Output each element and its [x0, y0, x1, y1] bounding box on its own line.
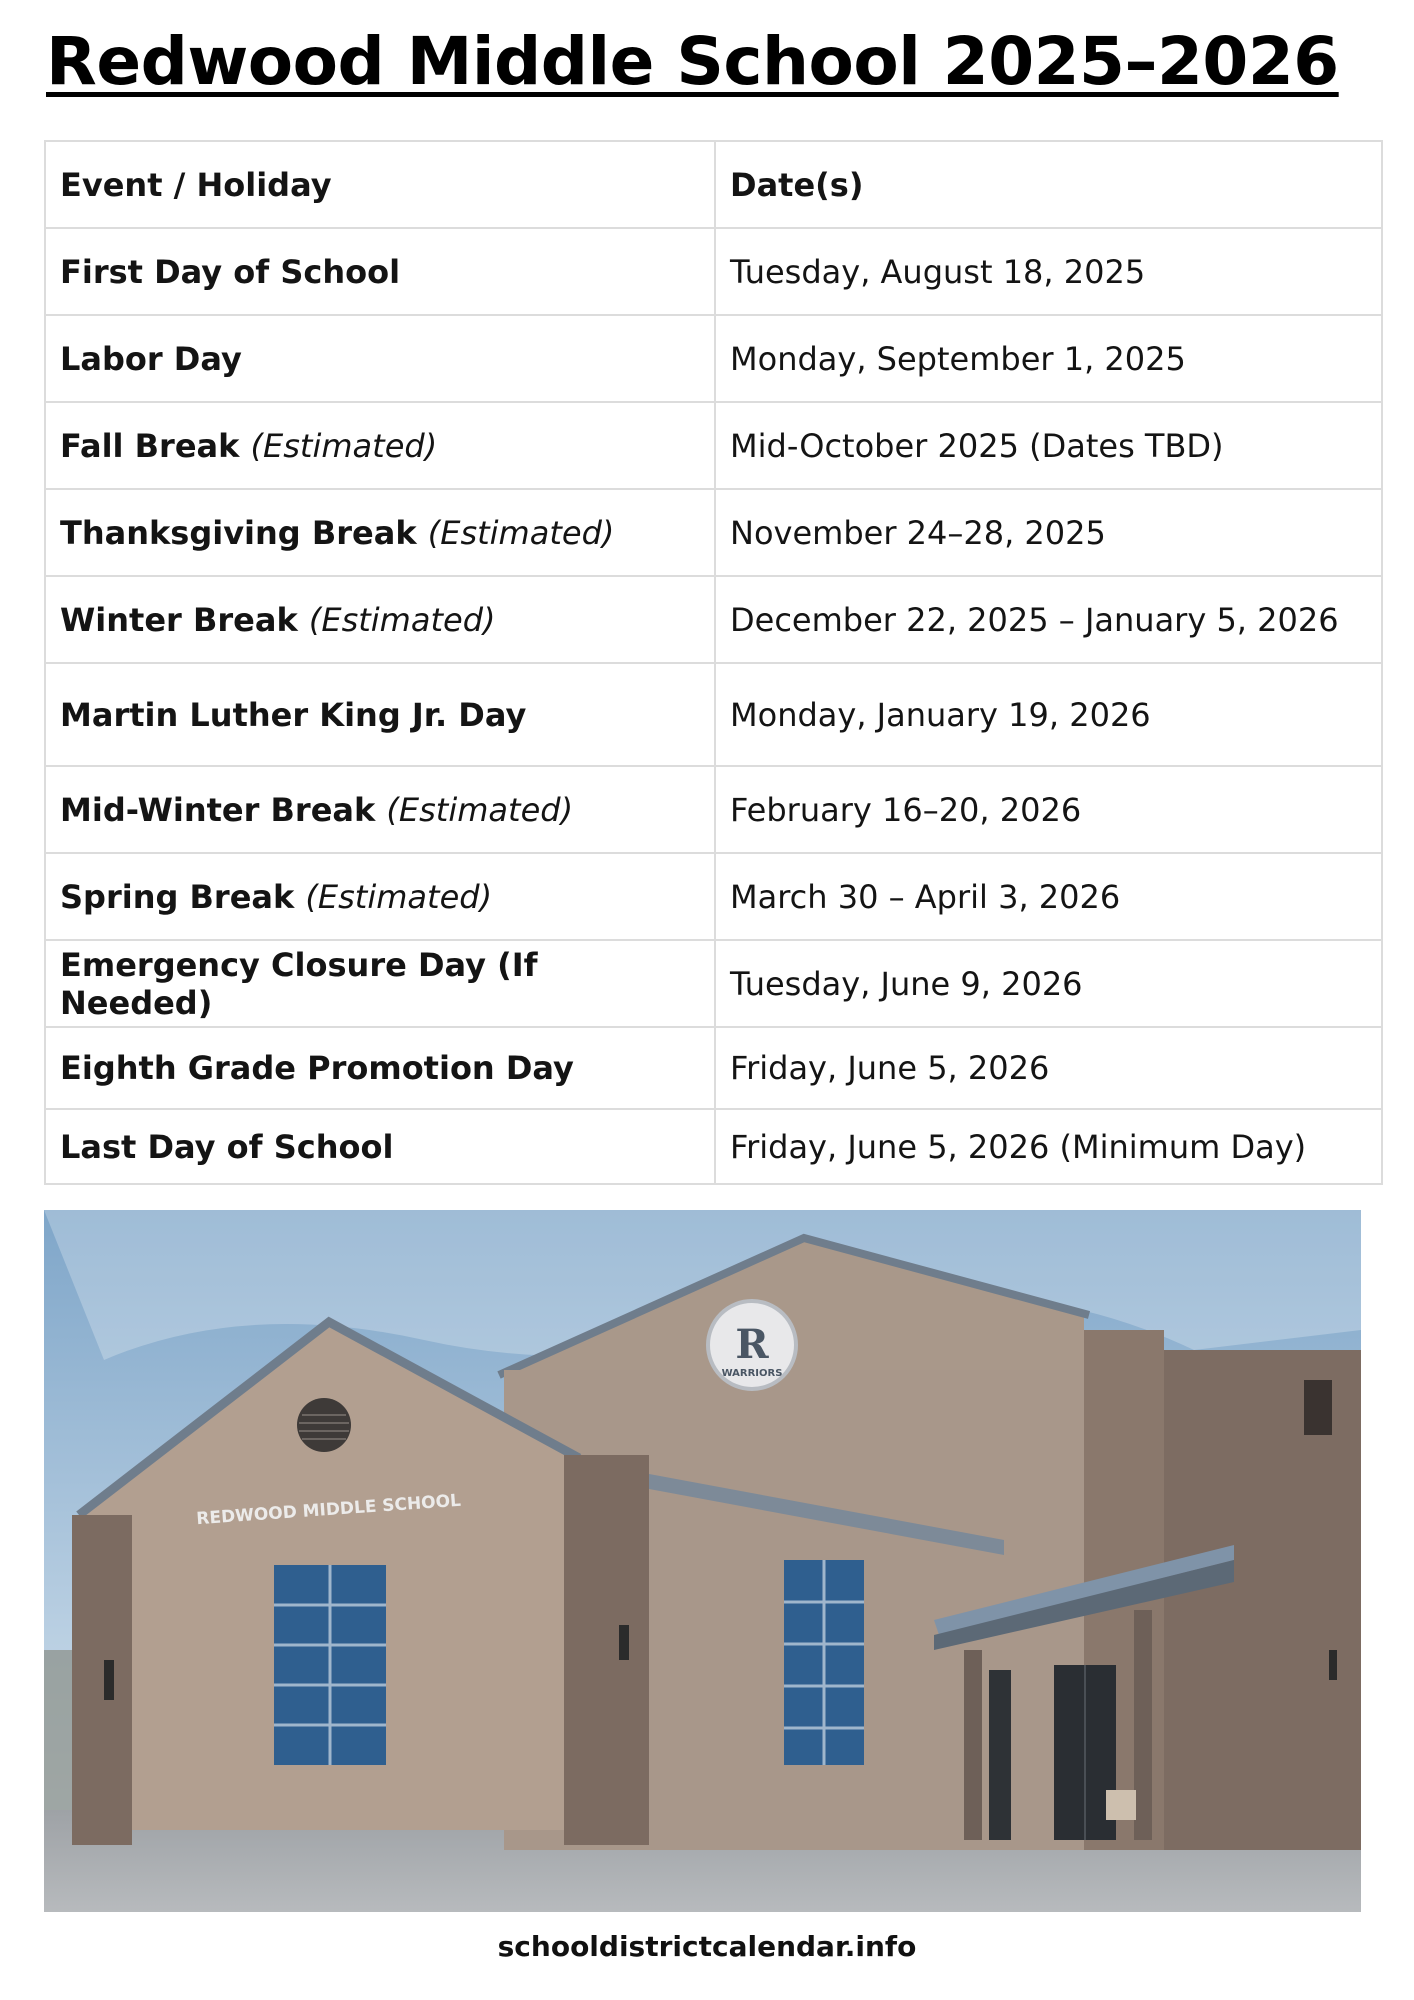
estimated-note: (Estimated) — [305, 877, 493, 916]
table-row — [45, 766, 1382, 853]
event-cell — [45, 940, 715, 1027]
table-header-row — [45, 141, 1382, 228]
event-name: Spring Break — [60, 877, 295, 916]
table-row — [45, 402, 1382, 489]
event-cell — [45, 489, 715, 576]
event-cell — [45, 1109, 715, 1184]
event-name: Mid-Winter Break — [60, 790, 376, 829]
event-cell — [45, 315, 715, 402]
date-cell: Monday, September 1, 2025 — [715, 315, 1382, 402]
event-cell — [45, 853, 715, 940]
center-pilaster — [564, 1455, 649, 1845]
table-row — [45, 853, 1382, 940]
event-name: Martin Luther King Jr. Day — [60, 695, 527, 734]
footer-website: schooldistrictcalendar.info — [497, 1930, 917, 1963]
building-illustration — [44, 1210, 1361, 1912]
date-cell: Friday, June 5, 2026 — [715, 1027, 1382, 1109]
date-cell: Tuesday, August 18, 2025 — [715, 228, 1382, 315]
drinking-fountain — [1106, 1790, 1136, 1820]
louver-vent — [1304, 1380, 1332, 1435]
date-cell: November 24–28, 2025 — [715, 489, 1382, 576]
table-row — [45, 489, 1382, 576]
table-row — [45, 228, 1382, 315]
event-cell — [45, 766, 715, 853]
table-row — [45, 576, 1382, 663]
building-sign: REDWOOD MIDDLE SCHOOL — [195, 1490, 462, 1530]
event-cell — [45, 228, 715, 315]
round-vent — [297, 1398, 351, 1452]
canopy-post — [1134, 1610, 1152, 1840]
event-name: Last Day of School — [60, 1127, 394, 1166]
table-row — [45, 940, 1382, 1027]
canopy-post — [964, 1650, 982, 1840]
event-cell — [45, 576, 715, 663]
table-row — [45, 1109, 1382, 1184]
west-pilaster — [72, 1515, 132, 1845]
date-cell: Mid-October 2025 (Dates TBD) — [715, 402, 1382, 489]
page-title: Redwood Middle School 2025–2026 — [46, 23, 1339, 100]
calendar-table — [44, 140, 1383, 1185]
event-name: Labor Day — [60, 339, 242, 378]
date-cell: Tuesday, June 9, 2026 — [715, 940, 1382, 1027]
estimated-note: (Estimated) — [250, 426, 438, 465]
estimated-note: (Estimated) — [427, 513, 615, 552]
wall-light — [104, 1660, 114, 1700]
estimated-note: (Estimated) — [308, 600, 496, 639]
entry-door — [989, 1670, 1011, 1840]
date-cell: February 16–20, 2026 — [715, 766, 1382, 853]
table-row — [45, 1027, 1382, 1109]
event-cell — [45, 402, 715, 489]
event-name: First Day of School — [60, 252, 401, 291]
date-cell: March 30 – April 3, 2026 — [715, 853, 1382, 940]
estimated-note: (Estimated) — [386, 790, 574, 829]
header-event: Event / Holiday — [45, 141, 715, 228]
event-name: Thanksgiving Break — [60, 513, 417, 552]
event-cell — [45, 663, 715, 766]
school-building-photo — [44, 1210, 1361, 1912]
event-name: Fall Break — [60, 426, 240, 465]
logo-text: WARRIORS — [721, 1368, 783, 1379]
event-name: Emergency Closure Day (If Needed) — [60, 945, 538, 1022]
event-name: Winter Break — [60, 600, 298, 639]
date-cell: December 22, 2025 – January 5, 2026 — [715, 576, 1382, 663]
event-name: Eighth Grade Promotion Day — [60, 1049, 574, 1087]
table-row — [45, 663, 1382, 766]
logo-letter: R — [735, 1321, 769, 1368]
wall-light — [619, 1625, 629, 1660]
table-row — [45, 315, 1382, 402]
event-cell — [45, 1027, 715, 1109]
header-dates: Date(s) — [715, 141, 1382, 228]
date-cell: Friday, June 5, 2026 (Minimum Day) — [715, 1109, 1382, 1184]
date-cell: Monday, January 19, 2026 — [715, 663, 1382, 766]
wall-light — [1329, 1650, 1337, 1680]
